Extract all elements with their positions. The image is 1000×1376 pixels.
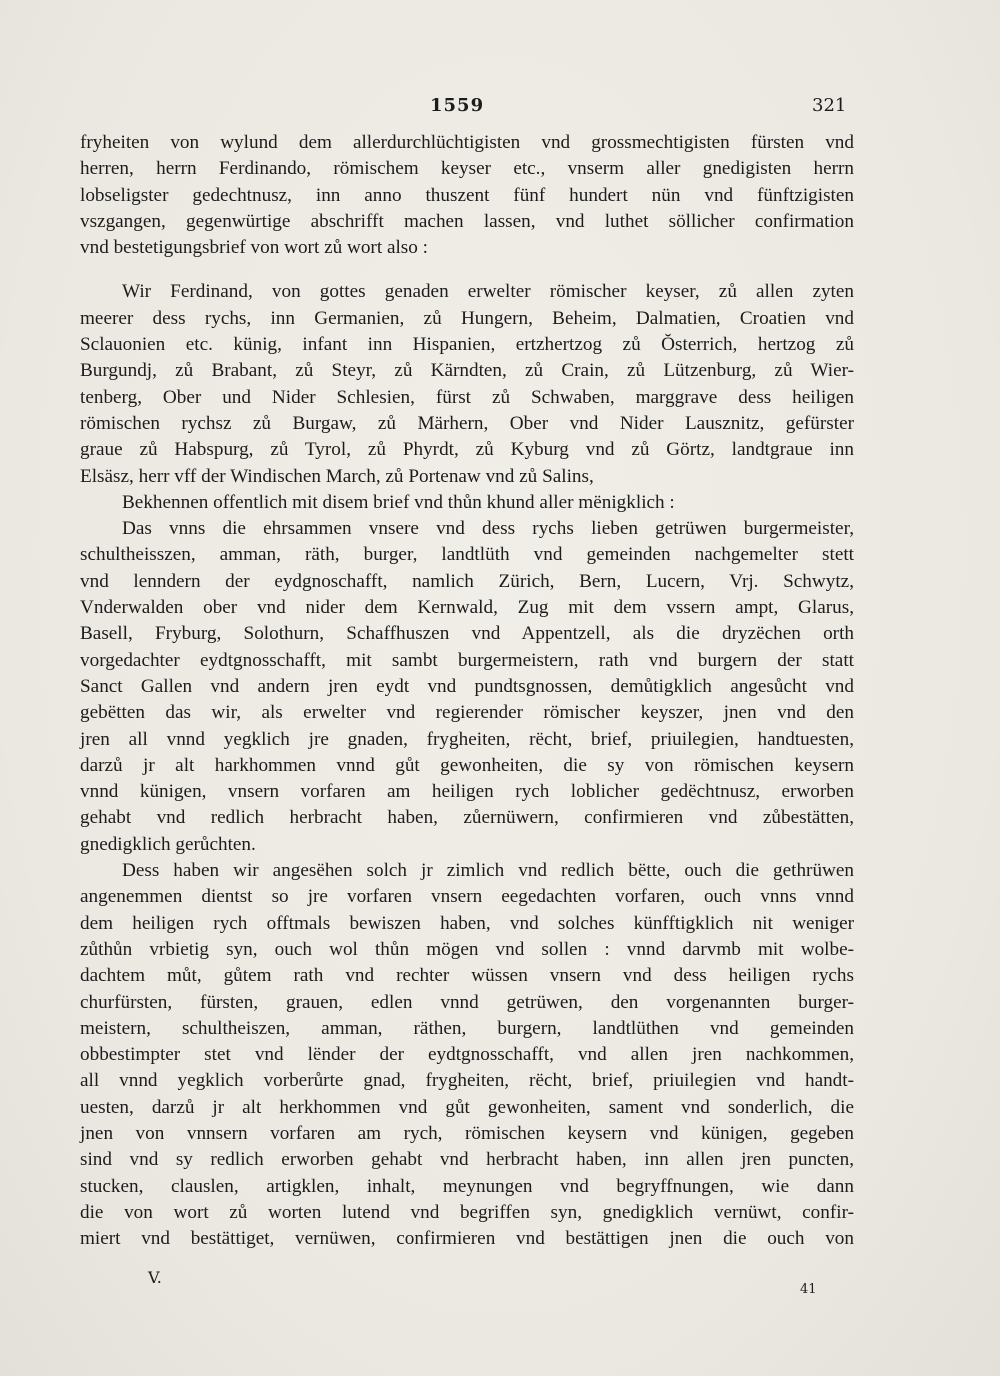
text-line: Sclauonien etc. künig, infant inn Hispanien, ertzhertzog zů Ŏsterrich, hertzog zů bbox=[80, 334, 854, 356]
text-line: stucken, clauslen, artigklen, inhalt, meynungen vnd begryffnungen, wie dann bbox=[80, 1175, 854, 1197]
text-line: churfürsten, fürsten, grauen, edlen vnnd getrüwen, den vorgenannten burger- bbox=[80, 991, 854, 1013]
text-line: dachtem můt, gůtem rath vnd rechter wüssen vnsern vnd dess heiligen rychs bbox=[80, 965, 854, 987]
text-line: zůthůn vrbietig syn, ouch wol thůn mögen vnd sollen : vnnd darvmb mit wolbe- bbox=[80, 938, 854, 960]
text-line: vnd lenndern der eydgnoschafft, namlich Zürich, Bern, Lucern, Vrj. Schwytz, bbox=[80, 570, 854, 592]
paragraph bbox=[80, 130, 854, 261]
text-line: jren all vnnd yegklich jre gnaden, frygheiten, rëcht, brief, priuilegien, handtuesten, bbox=[80, 728, 854, 750]
text-line: jnen von vnnsern vorfaren am rych, römischen keysern vnd künigen, gegeben bbox=[80, 1122, 854, 1144]
text-line: Basell, Fryburg, Solothurn, Schaffhuszen vnd Appentzell, als die dryzëchen orth bbox=[80, 623, 854, 645]
text-line: Bekhennen offentlich mit disem brief vnd thůn khund aller mënigklich : bbox=[122, 491, 675, 513]
paragraph-gap bbox=[80, 261, 854, 279]
text-line: meistern, schultheiszen, amman, räthen, burgern, landtlüthen vnd gemeinden bbox=[80, 1017, 854, 1039]
paragraph bbox=[80, 490, 854, 516]
text-line: sind vnd sy redlich erworben gehabt vnd herbracht haben, inn allen jren puncten, bbox=[80, 1149, 854, 1171]
paragraph bbox=[80, 279, 854, 489]
running-head-year: 1559 bbox=[430, 95, 485, 116]
text-body bbox=[80, 130, 854, 1252]
paragraph bbox=[80, 516, 854, 858]
text-line: dem heiligen rych offtmals bewiszen haben, vnd solches künfftigklich nit weniger bbox=[80, 912, 854, 934]
page-header bbox=[0, 95, 1000, 125]
text-line: obbestimpter stet vnd lënder der eydtgnosschafft, vnd allen jren nachkommen, bbox=[80, 1044, 854, 1066]
text-line: miert vnd bestättiget, vernüwen, confirmieren vnd bestättigen jnen die ouch von bbox=[80, 1228, 854, 1250]
text-line: graue zů Habspurg, zů Tyrol, zů Phyrdt, zů Kyburg vnd zů Görtz, landtgraue inn bbox=[80, 439, 854, 461]
text-line: römischen rychsz zů Burgaw, zů Märhern, Ober vnd Nider Lausznitz, gefürster bbox=[80, 412, 854, 434]
text-line: vnd bestetigungsbrief von wort zů wort also : bbox=[80, 237, 428, 259]
text-line: fryheiten von wylund dem allerdurchlüchtigisten vnd grossmechtigisten fürsten vnd bbox=[80, 132, 854, 153]
text-line: schultheisszen, amman, räth, burger, landtlüth vnd gemeinden nachgemelter stett bbox=[80, 544, 854, 566]
text-line: vorgedachter eydtgnosschafft, mit sambt burgermeistern, rath vnd burgern der statt bbox=[80, 649, 854, 671]
page-footer bbox=[0, 1268, 1000, 1308]
text-line: Sanct Gallen vnd andern jren eydt vnd pundtsgnossen, demůtigklich angesůcht vnd bbox=[80, 675, 854, 697]
text-line: angenemmen dientst so jre vorfaren vnsern eegedachten vorfaren, ouch vnns vnnd bbox=[80, 886, 854, 908]
text-line: meerer dess rychs, inn Germanien, zů Hungern, Beheim, Dalmatien, Croatien vnd bbox=[80, 307, 854, 329]
text-line: tenberg, Ober und Nider Schlesien, fürst zů Schwaben, marggrave dess heiligen bbox=[80, 386, 854, 408]
text-line: gehabt vnd redlich herbracht haben, zůernüwern, confirmieren vnd zůbestätten, bbox=[80, 807, 854, 829]
text-line: Wir Ferdinand, von gottes genaden erwelter römischer keyser, zů allen zyten bbox=[122, 281, 854, 303]
text-line: Vnderwalden ober vnd nider dem Kernwald, Zug mit dem vssern ampt, Glarus, bbox=[80, 597, 854, 619]
text-line: all vnnd yegklich vorberůrte gnad, frygheiten, rëcht, brief, priuilegien vnd handt- bbox=[80, 1070, 854, 1092]
text-line: vszgangen, gegenwürtige abschrifft machen lassen, vnd luthet söllicher confirmation bbox=[80, 210, 854, 232]
text-line: Burgundj, zů Brabant, zů Steyr, zů Kärndten, zů Crain, zů Lützenburg, zů Wier- bbox=[80, 360, 854, 382]
text-line: Dess haben wir angesëhen solch jr zimlich vnd redlich bëtte, ouch die gethrüwen bbox=[122, 860, 854, 882]
paragraph bbox=[80, 858, 854, 1252]
text-line: vnnd künigen, vnsern vorfaren am heiligen rych loblicher gedëchtnusz, erworben bbox=[80, 781, 854, 803]
text-line: die von wort zů worten lutend vnd begriffen syn, gnedigklich vernüwt, confir- bbox=[80, 1201, 854, 1223]
page-number: 321 bbox=[812, 95, 847, 116]
sheet-number: 41 bbox=[800, 1282, 817, 1297]
text-line: darzů jr alt harkhommen vnnd gůt gewonheiten, die sy von römischen keysern bbox=[80, 754, 854, 776]
text-line: uesten, darzů jr alt herkhommen vnd gůt gewonheiten, sament vnd sonderlich, die bbox=[80, 1096, 854, 1118]
text-line: gebëtten das wir, als erwelter vnd regierender römischer keyszer, jnen vnd den bbox=[80, 702, 854, 724]
text-line: gnedigklich gerůchten. bbox=[80, 833, 256, 855]
text-line: herren, herrn Ferdinando, römischem keyser etc., vnserm aller gnedigisten herrn bbox=[80, 158, 854, 180]
signature-mark: V. bbox=[148, 1268, 162, 1287]
text-line: Elsäsz, herr vff der Windischen March, zů Portenaw vnd zů Salins, bbox=[80, 465, 594, 487]
text-line: Das vnns die ehrsammen vnsere vnd dess rychs lieben getrüwen burgermeister, bbox=[122, 518, 854, 540]
text-line: lobseligster gedechtnusz, inn anno thuszent fünf hundert nün vnd fünftzigisten bbox=[80, 184, 854, 206]
